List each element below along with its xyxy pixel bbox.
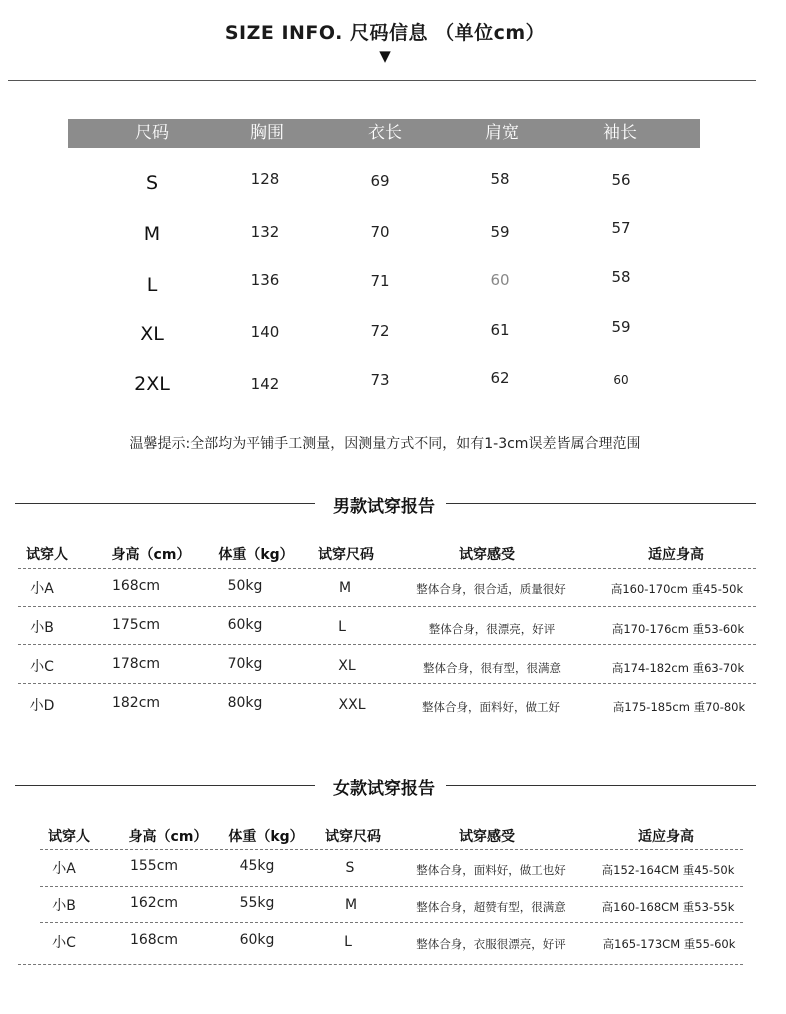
page-title: SIZE INFO. 尺码信息 （单位cm）	[224, 22, 546, 44]
size-cell: L	[146, 274, 158, 296]
section-divider-left	[15, 503, 315, 504]
table-cell: 56	[611, 171, 631, 189]
table-cell: 182cm	[111, 695, 161, 711]
column-header: 试穿尺码	[318, 547, 374, 563]
table-cell: 小C	[52, 935, 76, 951]
table-cell: 整体合身，面料好，做工好	[422, 700, 560, 714]
table-cell: 178cm	[111, 656, 161, 672]
table-cell: 小D	[29, 698, 55, 714]
down-arrow-icon: ▼	[379, 47, 391, 65]
table-cell: 142	[250, 375, 280, 393]
section-divider-right	[446, 785, 756, 786]
column-header: 适应身高	[648, 547, 704, 563]
table-cell: 整体合身，很漂亮，好评	[428, 622, 556, 636]
table-cell: 155cm	[129, 858, 179, 874]
table-cell: 59	[490, 223, 510, 241]
measurement-note: 温馨提示:全部均为平铺手工测量，因测量方式不同，如有1-3cm误差皆属合理范围	[129, 436, 641, 452]
table-cell: 73	[370, 371, 390, 389]
table-cell: 80kg	[227, 695, 263, 711]
section-divider-left	[15, 785, 315, 786]
table-cell: 58	[490, 170, 510, 188]
table-cell: 50kg	[227, 578, 263, 594]
table-cell: 高160-170cm 重45-50k	[610, 582, 744, 596]
table-cell: 136	[250, 271, 280, 289]
column-header: 肩宽	[485, 123, 519, 143]
table-cell: 72	[370, 322, 390, 340]
column-header: 试穿感受	[459, 829, 515, 845]
column-header: 身高（cm）	[111, 547, 191, 563]
divider	[8, 80, 756, 81]
table-cell: 60kg	[227, 617, 263, 633]
table-cell: XXL	[338, 697, 366, 713]
table-cell: 61	[490, 321, 510, 339]
table-cell: 168cm	[111, 578, 161, 594]
table-cell: M	[338, 580, 352, 596]
size-cell: M	[143, 223, 161, 245]
table-cell: 70	[370, 223, 390, 241]
table-cell: 60	[490, 271, 510, 289]
column-header: 衣长	[368, 123, 402, 143]
column-header: 试穿人	[48, 829, 90, 845]
table-cell: 高175-185cm 重70-80k	[612, 700, 746, 714]
table-cell: 60kg	[239, 932, 275, 948]
column-header: 试穿尺码	[325, 829, 381, 845]
column-header: 胸围	[250, 123, 284, 143]
table-cell: M	[344, 897, 358, 913]
size-cell: XL	[140, 323, 164, 345]
table-cell: 71	[370, 272, 390, 290]
row-divider	[18, 644, 756, 645]
column-header: 体重（kg）	[228, 829, 304, 845]
column-header: 尺码	[135, 123, 169, 143]
table-cell: 62	[490, 369, 510, 387]
row-divider	[18, 568, 756, 569]
table-cell: 58	[611, 268, 631, 286]
size-cell: S	[145, 172, 159, 194]
table-cell: XL	[338, 658, 356, 674]
table-cell: 小B	[52, 898, 76, 914]
column-header: 体重（kg）	[218, 547, 294, 563]
table-cell: 高160-168CM 重53-55k	[601, 900, 735, 914]
table-cell: 小C	[30, 659, 54, 675]
column-header: 适应身高	[638, 829, 694, 845]
size-cell: 2XL	[134, 373, 170, 395]
table-cell: 整体合身，面料好，做工也好	[416, 863, 566, 877]
size-table-header	[68, 119, 700, 148]
male-report-title: 男款试穿报告	[333, 497, 435, 517]
table-cell: 高152-164CM 重45-50k	[601, 863, 735, 877]
table-cell: 162cm	[129, 895, 179, 911]
table-cell: 高170-176cm 重53-60k	[611, 622, 745, 636]
row-divider	[40, 886, 743, 887]
table-cell: 55kg	[239, 895, 275, 911]
table-cell: 70kg	[227, 656, 263, 672]
table-cell: 小A	[52, 861, 76, 877]
table-cell: 小B	[30, 620, 54, 636]
table-cell: 高165-173CM 重55-60k	[602, 937, 736, 951]
table-cell: 57	[611, 219, 631, 237]
table-cell: 小A	[30, 581, 54, 597]
table-cell: 45kg	[239, 858, 275, 874]
column-header: 身高（cm）	[128, 829, 208, 845]
table-cell: 132	[250, 223, 280, 241]
row-divider	[18, 606, 756, 607]
section-divider-right	[446, 503, 756, 504]
table-cell: 60	[613, 373, 629, 387]
table-cell: 175cm	[111, 617, 161, 633]
row-divider	[18, 683, 756, 684]
table-cell: 168cm	[129, 932, 179, 948]
table-cell: 整体合身，很合适，质量很好	[416, 582, 566, 596]
table-cell: 59	[611, 318, 631, 336]
column-header: 试穿感受	[459, 547, 515, 563]
table-cell: 128	[250, 170, 280, 188]
table-cell: S	[345, 860, 355, 876]
row-divider	[40, 922, 743, 923]
table-cell: 整体合身，超赞有型，很满意	[416, 900, 566, 914]
row-divider	[18, 964, 743, 965]
table-cell: L	[344, 934, 352, 950]
row-divider	[40, 849, 743, 850]
table-cell: 整体合身，很有型，很满意	[423, 661, 561, 675]
table-cell: 整体合身，衣服很漂亮，好评	[416, 937, 566, 951]
column-header: 袖长	[603, 123, 637, 143]
table-cell: 高174-182cm 重63-70k	[611, 661, 745, 675]
female-report-title: 女款试穿报告	[333, 779, 435, 799]
table-cell: L	[338, 619, 346, 635]
table-cell: 140	[250, 323, 280, 341]
table-cell: 69	[370, 172, 390, 190]
column-header: 试穿人	[26, 547, 68, 563]
